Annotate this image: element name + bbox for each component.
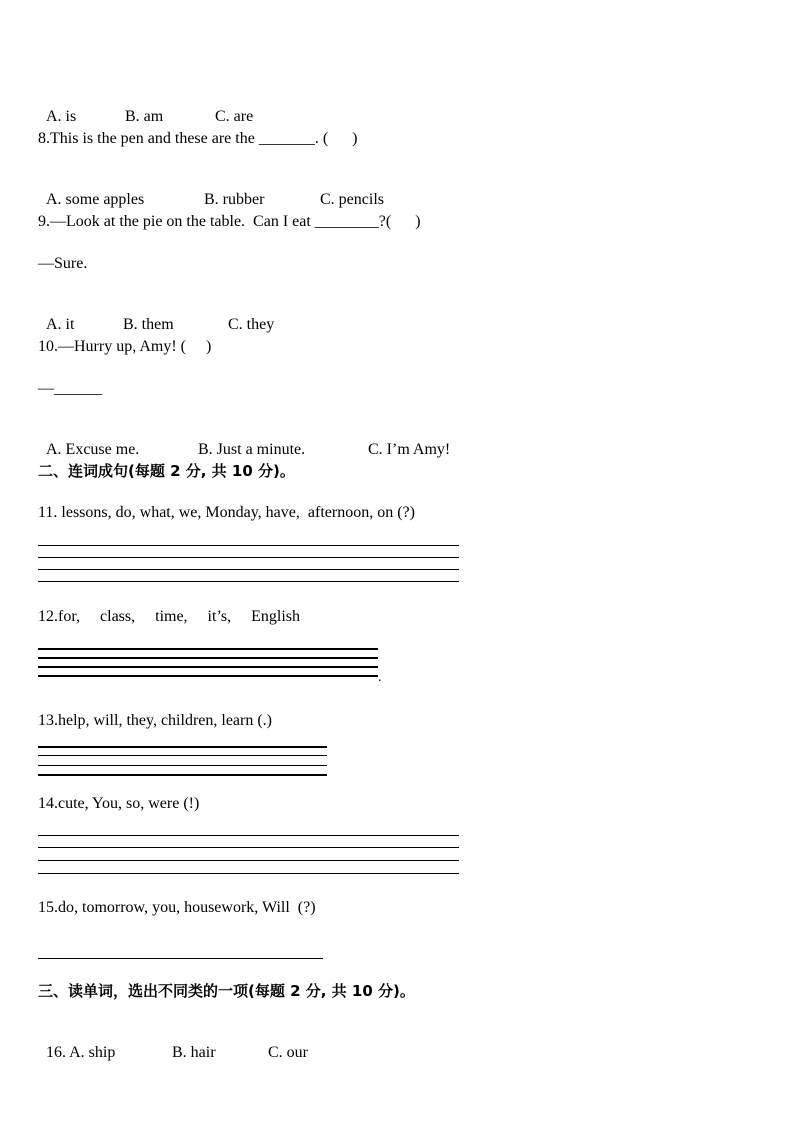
q10-options: [38, 420, 450, 460]
q14-answer-line: [38, 835, 459, 836]
q13-answer-line: [38, 755, 327, 756]
q14-words: 14.cute, You, so, were (!): [38, 795, 200, 812]
q11-answer-line: [38, 581, 459, 582]
q12-words: 12.for, class, time, it’s, English: [38, 608, 301, 625]
q7-options: [38, 87, 253, 127]
q9-stem: 9.—Look at the pie on the table. Can I eat ________?( ): [38, 213, 421, 230]
q12-answer-line: [38, 675, 378, 677]
q16-options: [38, 1023, 308, 1063]
q12-answer-line: [38, 657, 378, 659]
q9-options: [38, 295, 274, 335]
q11-words: 11. lessons, do, what, we, Monday, have, afternoon, on (?): [38, 504, 415, 521]
q14-answer-line: [38, 860, 459, 861]
q9-option-a: A. it: [46, 316, 75, 333]
q16-option-a: 16. A. ship: [46, 1044, 116, 1061]
q10-reply: —______: [38, 380, 102, 397]
q9-option-b: B. them: [123, 316, 174, 333]
q16-option-b: B. hair: [172, 1044, 216, 1061]
q13-answer-line: [38, 774, 327, 776]
q9-option-c: C. they: [228, 316, 275, 333]
q14-answer-line: [38, 873, 459, 874]
q11-answer-line: [38, 545, 459, 546]
q13-answer-line: [38, 765, 327, 766]
q7-option-c: C. are: [215, 108, 254, 125]
q7-option-a: A. is: [46, 108, 77, 125]
q12-answer-line: [38, 648, 378, 650]
q11-answer-line: [38, 557, 459, 558]
section-2-heading: 二、连词成句(每题 2 分, 共 10 分)。: [38, 462, 295, 480]
q15-words: 15.do, tomorrow, you, housework, Will (?): [38, 899, 316, 916]
q10-option-b: B. Just a minute.: [198, 441, 306, 458]
q12-end-mark: .: [378, 670, 382, 685]
q8-options: [38, 170, 384, 210]
q14-answer-line: [38, 847, 459, 848]
q8-option-a: A. some apples: [46, 191, 145, 208]
q7-option-b: B. am: [125, 108, 164, 125]
q10-stem: 10.—Hurry up, Amy! ( ): [38, 338, 212, 355]
q11-answer-line: [38, 569, 459, 570]
q10-option-a: A. Excuse me.: [46, 441, 140, 458]
q8-option-b: B. rubber: [204, 191, 265, 208]
q15-answer-line: [38, 958, 323, 959]
q8-stem: 8.This is the pen and these are the _______. ( ): [38, 130, 358, 147]
q13-answer-line: [38, 746, 327, 748]
q9-reply: —Sure.: [38, 255, 88, 272]
q16-option-c: C. our: [268, 1044, 308, 1061]
q13-words: 13.help, will, they, children, learn (.): [38, 712, 272, 729]
q8-option-c: C. pencils: [320, 191, 384, 208]
section-3-heading: 三、读单词，选出不同类的一项(每题 2 分, 共 10 分)。: [38, 982, 415, 1000]
q12-answer-line: [38, 666, 378, 668]
q10-option-c: C. I’m Amy!: [368, 441, 451, 458]
